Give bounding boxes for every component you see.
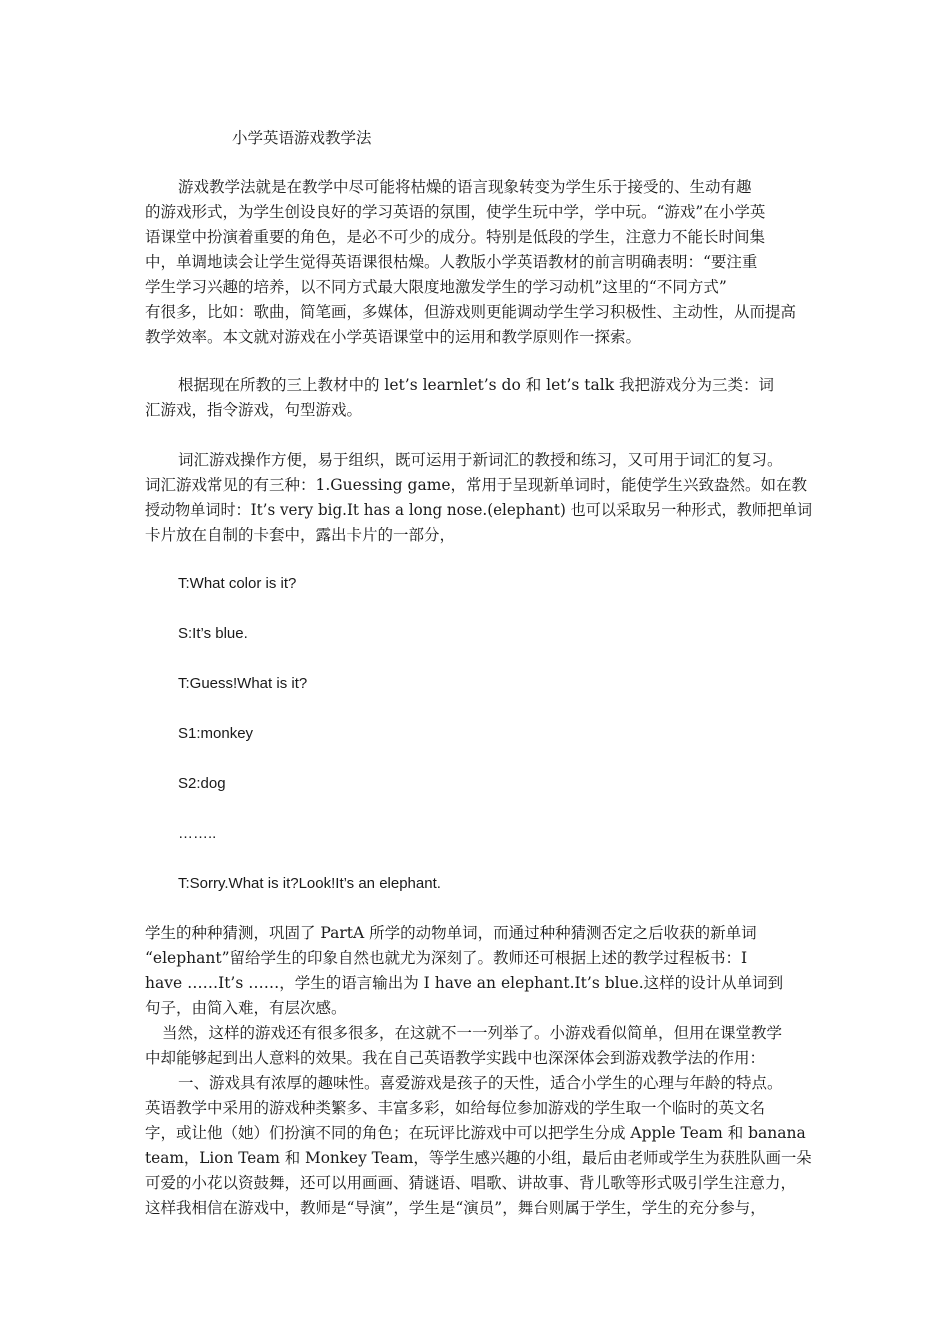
paragraph-1-line: 的游戏形式，为学生创设良好的学习英语的氛围，使学生玩中学，学中玩。“游戏”在小学英 [145,203,766,221]
paragraph-6-line: 英语教学中采用的游戏种类繁多、丰富多彩，如给每位参加游戏的学生取一个临时的英文名 [145,1099,766,1117]
dialogue-line: S1:monkey [178,725,254,742]
dialogue-line: S2:dog [178,775,226,792]
paragraph-6-line: 一、游戏具有浓厚的趣味性。喜爱游戏是孩子的天性，适合小学生的心理与年龄的特点。 [178,1074,783,1092]
paragraph-5-line: 中却能够起到出人意料的效果。我在自己英语教学实践中也深深体会到游戏教学法的作用： [145,1049,766,1067]
document-title: 小学英语游戏教学法 [232,129,372,147]
paragraph-1-line: 游戏教学法就是在教学中尽可能将枯燥的语言现象转变为学生乐于接受的、生动有趣 [178,178,752,196]
paragraph-6-line: 可爱的小花以资鼓舞，还可以用画画、猜谜语、唱歌、讲故事、背儿歌等形式吸引学生注意力， [145,1174,797,1192]
paragraph-6-line: 这样我相信在游戏中，教师是“导演”，学生是“演员”，舞台则属于学生，学生的充分参与， [145,1199,766,1217]
paragraph-3-line: 授动物单词时：It’s very big.It has a long nose.(elephant) 也可以采取另一种形式，教师把单词 [145,501,813,519]
dialogue-line: …….. [178,825,217,842]
dialogue-line: S:It’s blue. [178,625,248,642]
paragraph-3-line: 词汇游戏常见的有三种：1.Guessing game，常用于呈现新单词时，能使学生兴致盎然。如在教 [145,476,808,494]
paragraph-1-line: 学生学习兴趣的培养，以不同方式最大限度地激发学生的学习动机”这里的“不同方式” [145,278,727,296]
paragraph-2-line: 根据现在所教的三上教材中的 let’s learnlet’s do 和 let’s talk 我把游戏分为三类：词 [178,376,775,394]
paragraph-1-line: 语课堂中扮演着重要的角色，是必不可少的成分。特别是低段的学生，注意力不能长时间集 [145,228,766,246]
paragraph-5-line: 当然，这样的游戏还有很多很多，在这就不一一列举了。小游戏看似简单，但用在课堂教学 [162,1024,783,1042]
paragraph-6-line: 字，或让他（她）们扮演不同的角色；在玩评比游戏中可以把学生分成 Apple Team 和 banana [145,1124,806,1142]
paragraph-4-line: “elephant”留给学生的印象自然也就尤为深刻了。教师还可根据上述的教学过程板书：I [145,949,748,967]
paragraph-2-line: 汇游戏，指令游戏，句型游戏。 [145,401,363,419]
dialogue-line: T:What color is it? [178,575,297,592]
paragraph-3-line: 卡片放在自制的卡套中，露出卡片的一部分， [145,526,456,544]
paragraph-4-line: 句子，由简入难，有层次感。 [145,999,347,1017]
dialogue-line: T:Sorry.What is it?Look!It’s an elephant. [178,875,441,892]
paragraph-1-line: 有很多，比如：歌曲，简笔画，多媒体，但游戏则更能调动学生学习积极性、主动性，从而提高 [145,303,797,321]
paragraph-3-line: 词汇游戏操作方便，易于组织，既可运用于新词汇的教授和练习，又可用于词汇的复习。 [178,451,783,469]
paragraph-6-line: team，Lion Team 和 Monkey Team，等学生感兴趣的小组，最后由老师或学生为获胜队画一朵 [145,1149,812,1167]
paragraph-1-line: 教学效率。本文就对游戏在小学英语课堂中的运用和教学原则作一探索。 [145,328,642,346]
paragraph-4-line: have ……It’s ……，学生的语言输出为 I have an elephant.It’s blue.这样的设计从单词到 [145,974,784,992]
paragraph-4-line: 学生的种种猜测，巩固了 PartA 所学的动物单词，而通过种种猜测否定之后收获的新单词 [145,924,757,942]
dialogue-line: T:Guess!What is it? [178,675,308,692]
paragraph-1-line: 中，单调地读会让学生觉得英语课很枯燥。人教版小学英语教材的前言明确表明：“要注重 [145,253,758,271]
